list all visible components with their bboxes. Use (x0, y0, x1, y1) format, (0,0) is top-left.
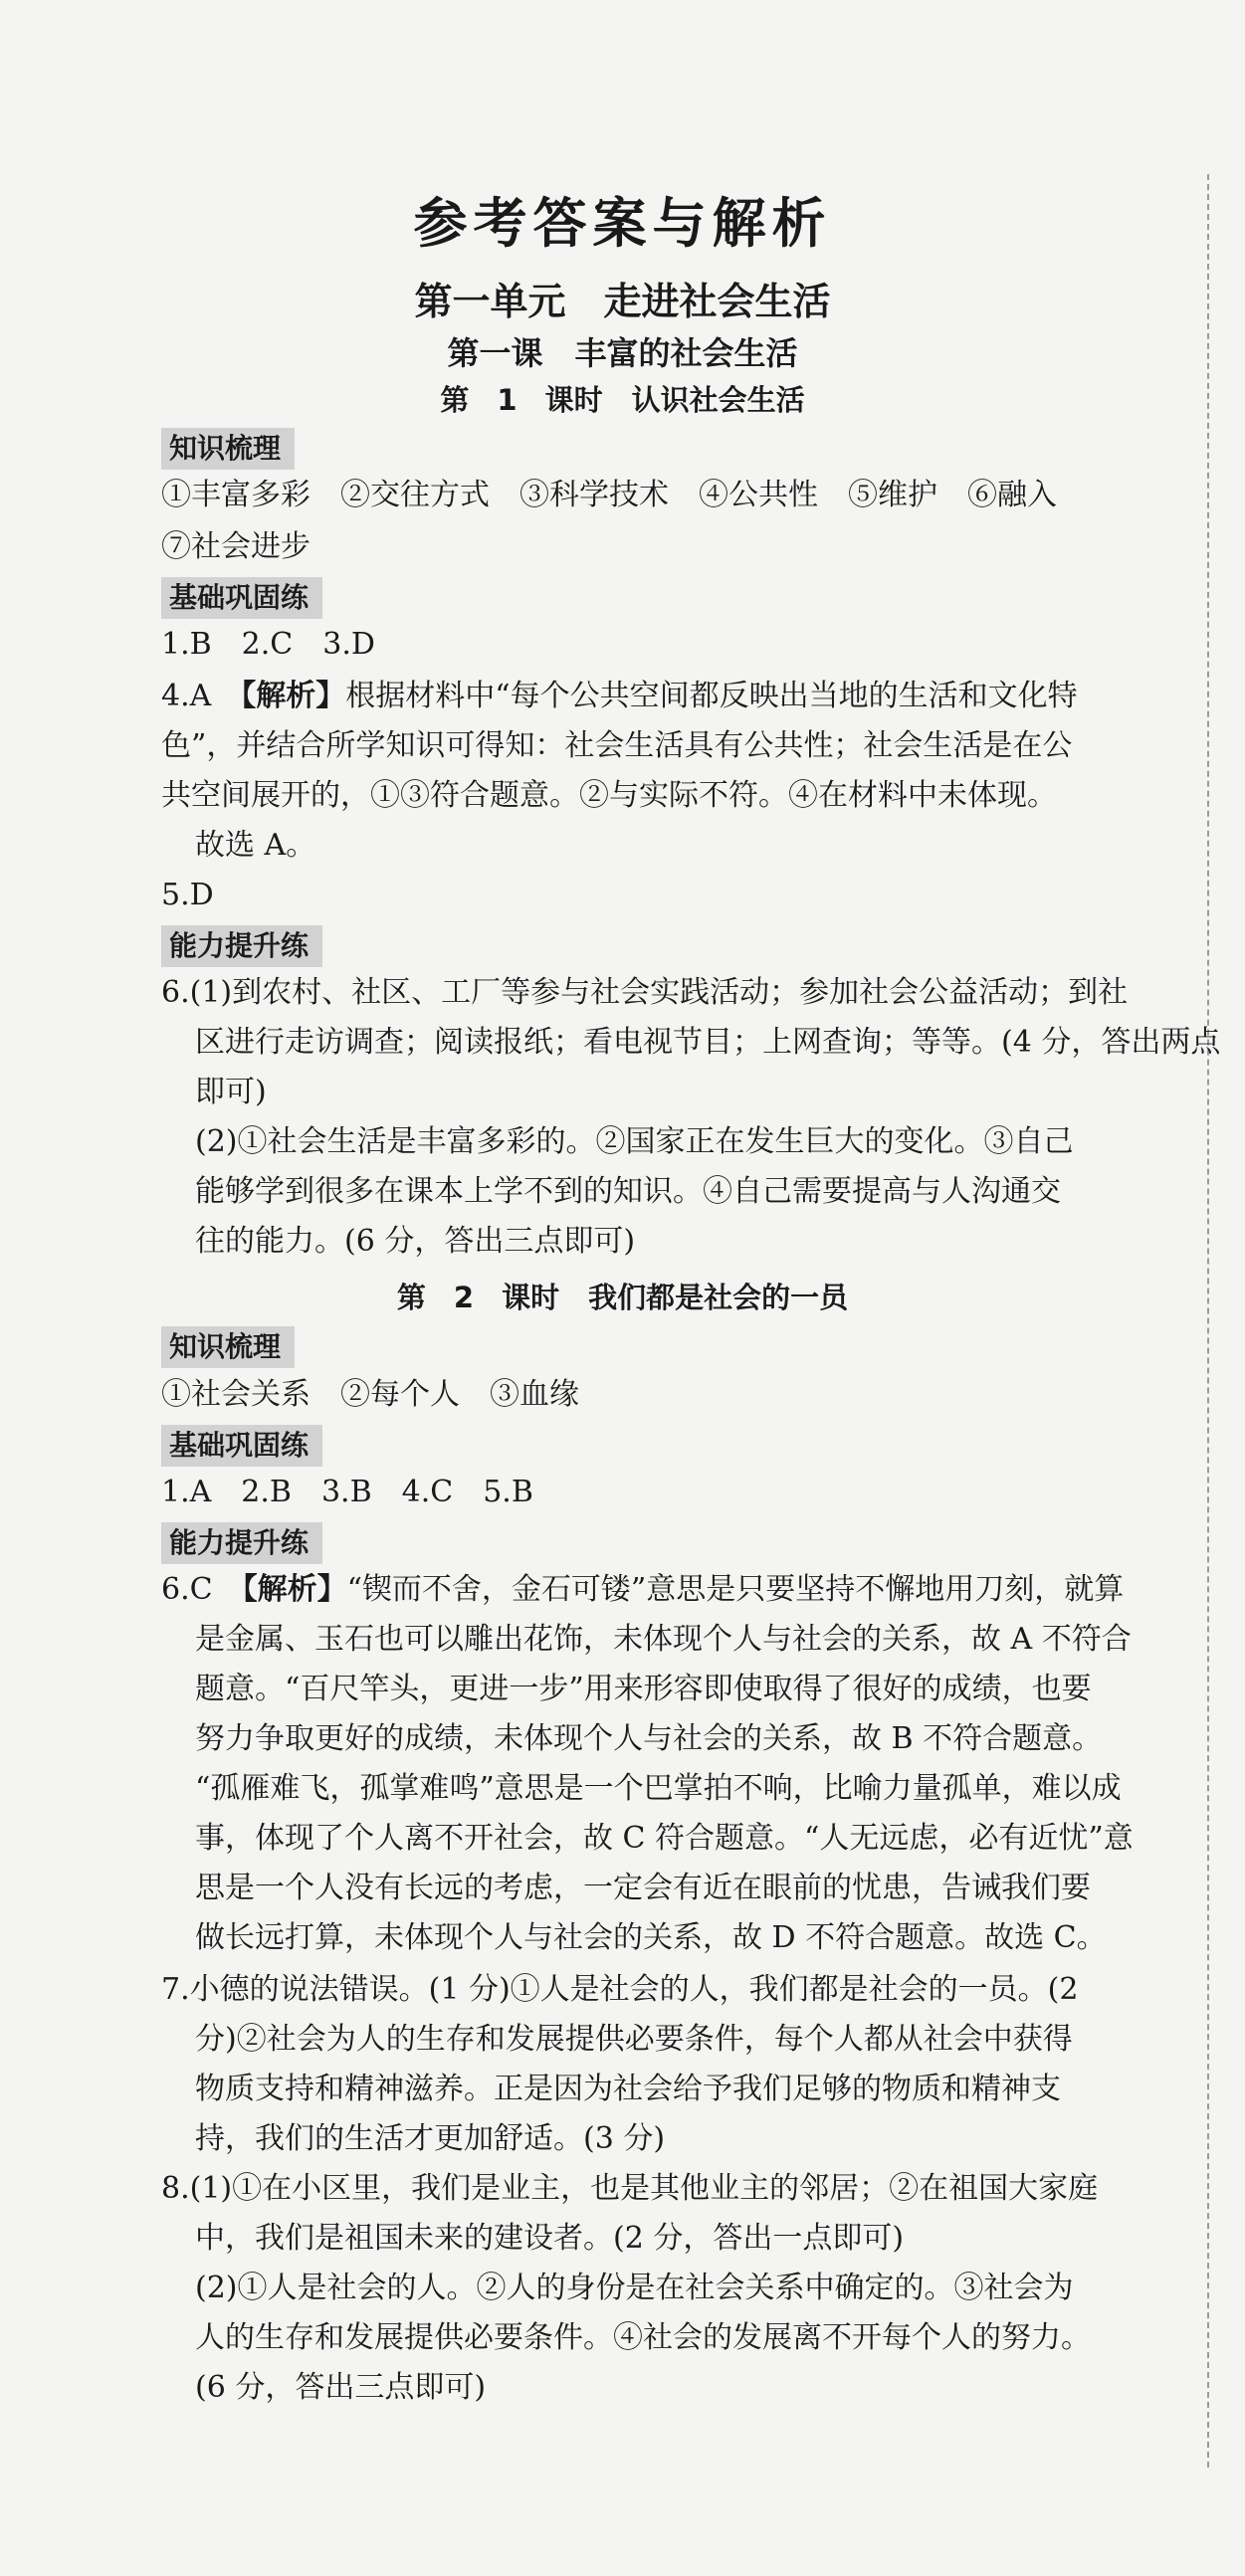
ability1-line1: 6.(1)到农村、社区、工厂等参与社会实践活动；参加社会公益活动；到社 (161, 975, 1129, 1010)
lesson-heading: 第一课 丰富的社会生活 (447, 334, 798, 372)
ability2-q6-line1 (161, 1570, 1196, 1610)
unit-heading: 第一单元 走进社会生活 (414, 280, 831, 323)
q4-analysis-text: 根据材料中“每个公共空间都反映出当地的生活和文化特 (345, 679, 1078, 713)
page-title: 参考答案与解析 (413, 192, 832, 255)
section-basic-2: 基础巩固练 (161, 1425, 322, 1467)
basic1-line3: 色”，并结合所学知识可得知：社会生活具有公共性；社会生活是在公 (161, 728, 1073, 763)
ability2-line15: 人的生存和发展提供必要条件。④社会的发展离不开每个人的努力。 (195, 2320, 1091, 2355)
ability2-line16: (6 分，答出三点即可) (195, 2370, 487, 2405)
section-knowledge-1: 知识梳理 (161, 428, 295, 470)
ability2-line10: 物质支持和精神滋养。正是因为社会给予我们足够的物质和精神支 (195, 2072, 1061, 2106)
ability1-line6: 往的能力。(6 分，答出三点即可) (195, 1224, 636, 1259)
ability2-line3: 努力争取更好的成绩，未体现个人与社会的关系，故 B 不符合题意。 (195, 1721, 1103, 1756)
ability2-line4: “孤雁难飞，孤掌难鸣”意思是一个巴掌拍不响，比喻力量孤单，难以成 (195, 1771, 1122, 1806)
section-ability-1: 能力提升练 (161, 925, 322, 967)
ability2-line12: 8.(1)①在小区里，我们是业主，也是其他业主的邻居；②在祖国大家庭 (161, 2171, 1099, 2206)
ability2-line6: 思是一个人没有长远的考虑，一定会有近在眼前的忧患，告诫我们要 (195, 1871, 1091, 1905)
basic1-line5: 故选 A。 (195, 828, 316, 863)
ability2-line2: 题意。“百尺竿头，更进一步”用来形容即使取得了很好的成绩，也要 (195, 1672, 1092, 1706)
q4-analysis-tag: 【解析】 (241, 679, 346, 713)
section-ability-2: 能力提升练 (161, 1522, 322, 1564)
ability2-line11: 持，我们的生活才更加舒适。(3 分) (195, 2121, 666, 2156)
basic2-line1: 1.A 2.B 3.B 4.C 5.B (161, 1475, 533, 1509)
ability2-line13: 中，我们是祖国未来的建设者。(2 分，答出一点即可) (195, 2221, 905, 2256)
knowledge2-line1: ①社会关系 ②每个人 ③血缘 (161, 1377, 579, 1412)
ability2-line14: (2)①人是社会的人。②人的身份是在社会关系中确定的。③社会为 (195, 2271, 1074, 2305)
period2-heading: 第 2 课时 我们都是社会的一员 (396, 1281, 849, 1314)
section-basic-1: 基础巩固练 (161, 577, 322, 619)
q4-number: 4.A (161, 679, 242, 713)
q6-number: 6.C (161, 1572, 243, 1607)
basic1-line4: 共空间展开的，①③符合题意。②与实际不符。④在材料中未体现。 (161, 778, 1057, 813)
ability1-line3: 即可) (195, 1075, 267, 1109)
ability1-line5: 能够学到很多在课本上学不到的知识。④自己需要提高与人沟通交 (195, 1174, 1061, 1209)
ability2-line7: 做长远打算，未体现个人与社会的关系，故 D 不符合题意。故选 C。 (195, 1920, 1107, 1955)
section-knowledge-2: 知识梳理 (161, 1326, 295, 1368)
ability1-line2: 区进行走访调查；阅读报纸；看电视节目；上网查询；等等。(4 分，答出两点 (195, 1025, 1221, 1060)
ability2-line9: 分)②社会为人的生存和发展提供必要条件，每个人都从社会中获得 (195, 2022, 1073, 2057)
q6-analysis-text: “锲而不舍，金石可镂”意思是只要坚持不懈地用刀刻，就算 (346, 1572, 1125, 1607)
basic1-line2 (161, 677, 1196, 716)
knowledge1-line2: ⑦社会进步 (161, 529, 311, 564)
ability2-line8: 7.小德的说法错误。(1 分)①人是社会的人，我们都是社会的一员。(2 (161, 1972, 1079, 2007)
basic1-line1: 1.B 2.C 3.D (161, 627, 375, 662)
basic1-line6: 5.D (161, 878, 214, 912)
ability1-line4: (2)①社会生活是丰富多彩的。②国家正在发生巨大的变化。③自己 (195, 1124, 1074, 1159)
knowledge1-line1: ①丰富多彩 ②交往方式 ③科学技术 ④公共性 ⑤维护 ⑥融入 (161, 478, 1057, 512)
period1-heading: 第 1 课时 认识社会生活 (440, 383, 805, 417)
ability2-line1: 是金属、玉石也可以雕出花饰，未体现个人与社会的关系，故 A 不符合 (195, 1622, 1132, 1657)
ability2-line5: 事，体现了个人离不开社会，故 C 符合题意。“人无远虑，必有近忧”意 (195, 1821, 1134, 1856)
q6-analysis-tag: 【解析】 (242, 1572, 347, 1607)
